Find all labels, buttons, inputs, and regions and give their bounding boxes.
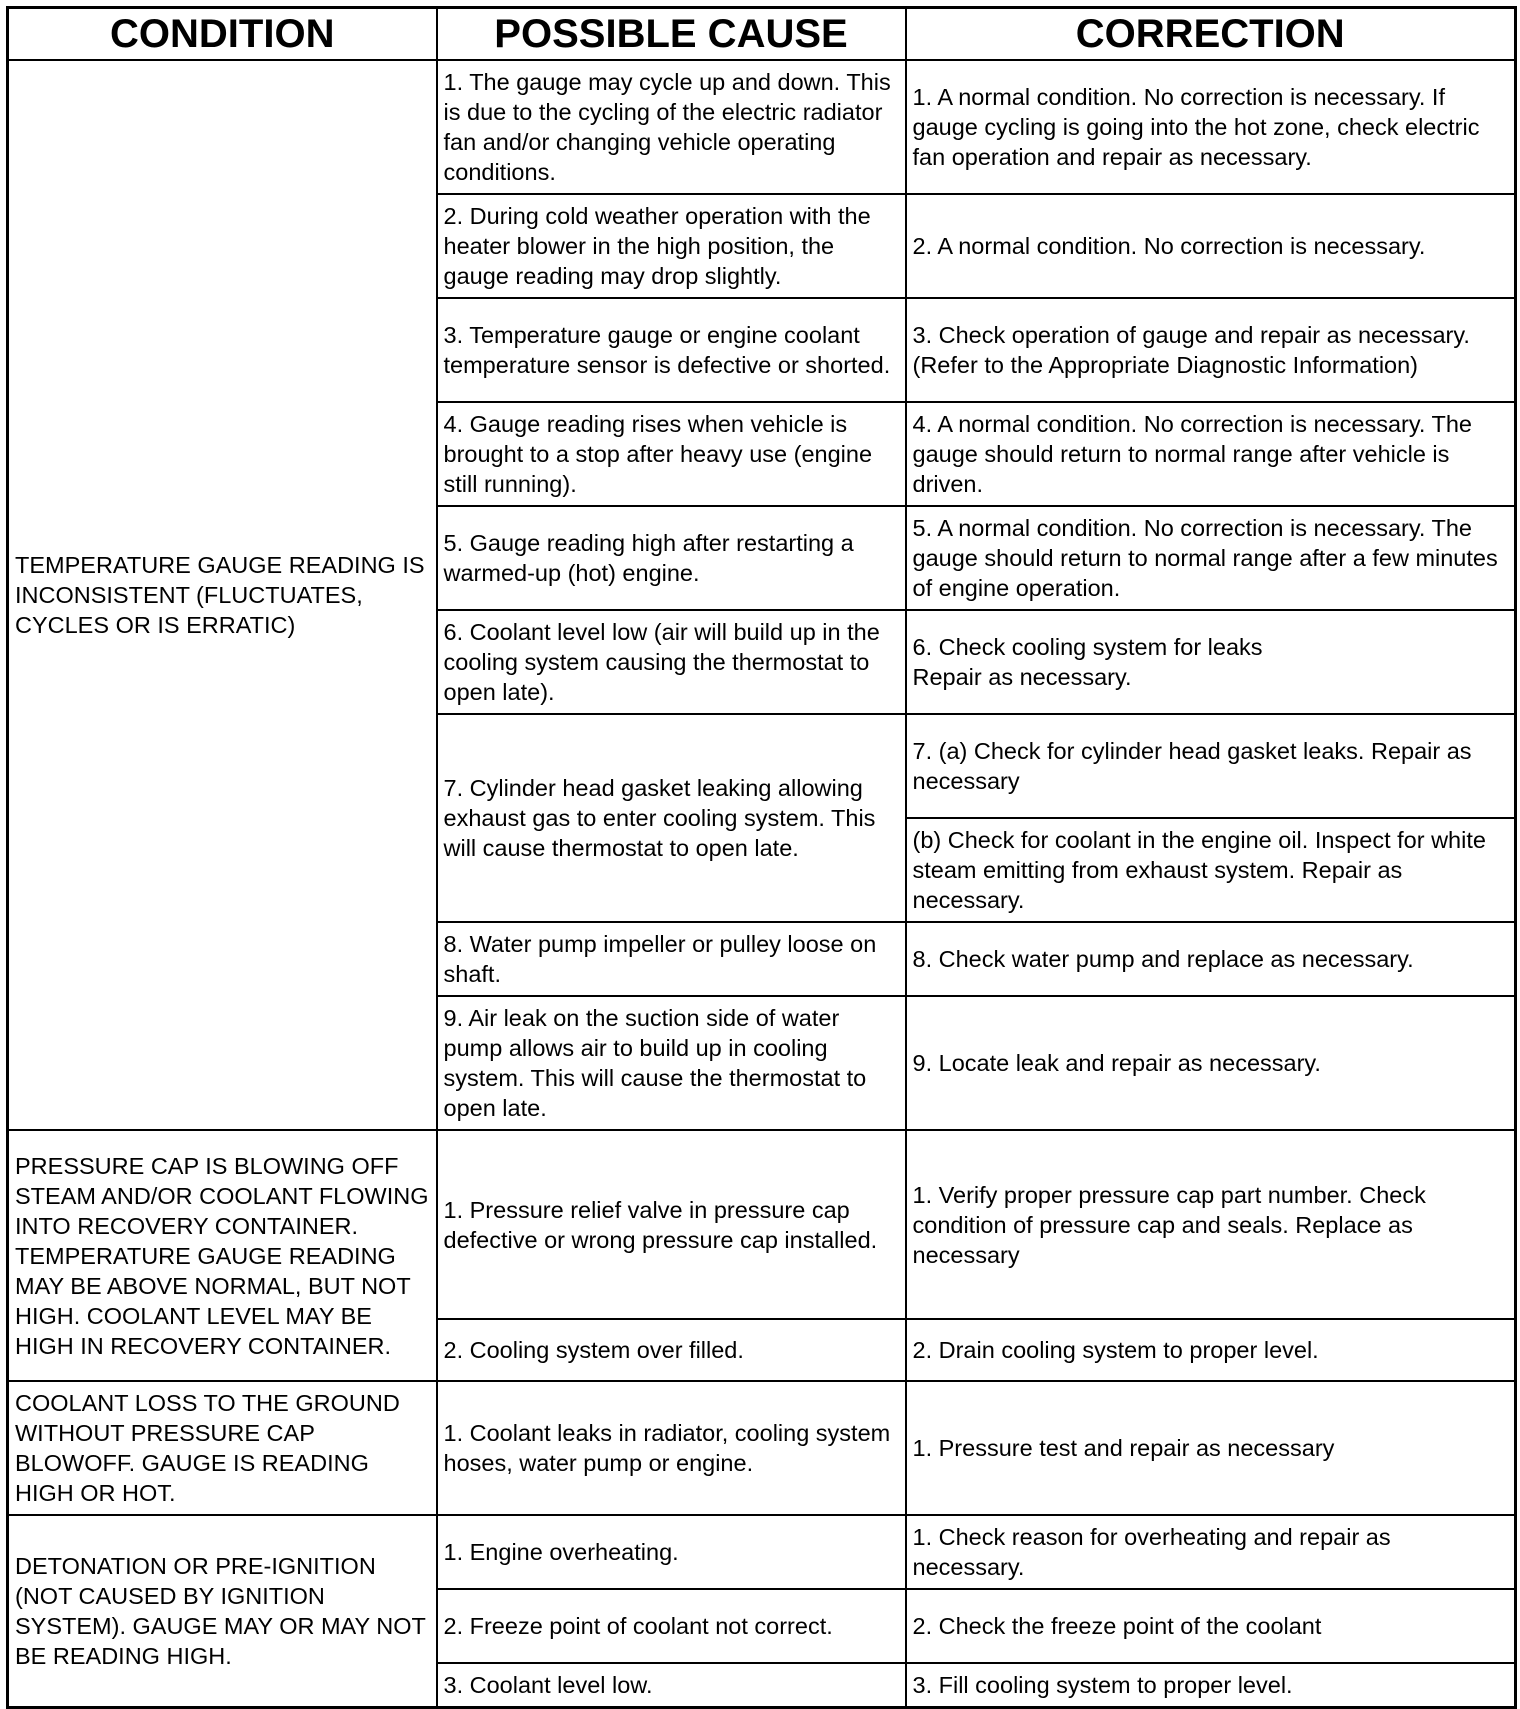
correction-cell: 1. A normal condition. No correction is necessary. If gauge cycling is going into the hot zone, check electric fan operation and repair as necessary. — [906, 60, 1516, 194]
diagnosis-table — [6, 6, 1517, 1709]
table-row — [8, 1130, 1516, 1319]
cause-cell: 3. Temperature gauge or engine coolant temperature sensor is defective or shorted. — [437, 298, 906, 402]
cause-cell: 1. Coolant leaks in radiator, cooling system hoses, water pump or engine. — [437, 1381, 906, 1515]
cause-cell: 6. Coolant level low (air will build up in the cooling system causing the thermostat to open late). — [437, 610, 906, 714]
cause-cell: 1. Engine overheating. — [437, 1515, 906, 1589]
cause-cell: 5. Gauge reading high after restarting a warmed-up (hot) engine. — [437, 506, 906, 610]
correction-cell: 7. (a) Check for cylinder head gasket leaks. Repair as necessary — [906, 714, 1516, 818]
condition-cell: DETONATION OR PRE-IGNITION (NOT CAUSED BY IGNITION SYSTEM). GAUGE MAY OR MAY NOT BE READING HIGH. — [8, 1515, 437, 1708]
correction-cell — [906, 610, 1516, 714]
correction-cell: 1. Pressure test and repair as necessary — [906, 1381, 1516, 1515]
correction-cell: 2. A normal condition. No correction is necessary. — [906, 194, 1516, 298]
cause-cell: 4. Gauge reading rises when vehicle is brought to a stop after heavy use (engine still running). — [437, 402, 906, 506]
correction-cell: 2. Drain cooling system to proper level. — [906, 1319, 1516, 1381]
condition-cell: COOLANT LOSS TO THE GROUND WITHOUT PRESSURE CAP BLOWOFF. GAUGE IS READING HIGH OR HOT. — [8, 1381, 437, 1515]
cause-cell: 8. Water pump impeller or pulley loose on shaft. — [437, 922, 906, 996]
correction-cell: 3. Fill cooling system to proper level. — [906, 1663, 1516, 1708]
correction-cell: (b) Check for coolant in the engine oil. Inspect for white steam emitting from exhaust system. Repair as necessary. — [906, 818, 1516, 922]
cause-cell: 2. Cooling system over filled. — [437, 1319, 906, 1381]
cause-cell: 1. The gauge may cycle up and down. This is due to the cycling of the electric radiator fan and/or changing vehicle operating conditions. — [437, 60, 906, 194]
correction-cell: 4. A normal condition. No correction is necessary. The gauge should return to normal range after vehicle is driven. — [906, 402, 1516, 506]
condition-cell: PRESSURE CAP IS BLOWING OFF STEAM AND/OR COOLANT FLOWING INTO RECOVERY CONTAINER. TEMPERATURE GAUGE READING MAY BE ABOVE NORMAL, BUT NOT HIGH. COOLANT LEVEL MAY BE HIGH IN RECOVERY CONTAINER. — [8, 1130, 437, 1381]
cause-cell: 3. Coolant level low. — [437, 1663, 906, 1708]
header-row — [8, 8, 1516, 61]
correction-line: Repair as necessary. — [912, 664, 1132, 690]
header-possible-cause: POSSIBLE CAUSE — [437, 8, 906, 61]
cause-cell: 7. Cylinder head gasket leaking allowing exhaust gas to enter cooling system. This will cause thermostat to open late. — [437, 714, 906, 922]
table-row — [8, 60, 1516, 194]
correction-cell: 3. Check operation of gauge and repair as necessary. (Refer to the Appropriate Diagnostic Information) — [906, 298, 1516, 402]
cause-cell: 1. Pressure relief valve in pressure cap defective or wrong pressure cap installed. — [437, 1130, 906, 1319]
header-correction: CORRECTION — [906, 8, 1516, 61]
cause-cell: 2. Freeze point of coolant not correct. — [437, 1589, 906, 1663]
correction-cell: 8. Check water pump and replace as necessary. — [906, 922, 1516, 996]
condition-cell: TEMPERATURE GAUGE READING IS INCONSISTENT (FLUCTUATES, CYCLES OR IS ERRATIC) — [8, 60, 437, 1130]
correction-cell: 9. Locate leak and repair as necessary. — [906, 996, 1516, 1130]
cause-cell: 2. During cold weather operation with the heater blower in the high position, the gauge reading may drop slightly. — [437, 194, 906, 298]
correction-cell: 1. Check reason for overheating and repair as necessary. — [906, 1515, 1516, 1589]
cause-cell: 9. Air leak on the suction side of water pump allows air to build up in cooling system. This will cause the thermostat to open late. — [437, 996, 906, 1130]
correction-cell: 5. A normal condition. No correction is necessary. The gauge should return to normal range after a few minutes of engine operation. — [906, 506, 1516, 610]
table-row — [8, 1515, 1516, 1589]
table-row — [8, 1381, 1516, 1515]
header-condition: CONDITION — [8, 8, 437, 61]
correction-cell: 2. Check the freeze point of the coolant — [906, 1589, 1516, 1663]
correction-cell: 1. Verify proper pressure cap part number. Check condition of pressure cap and seals. Replace as necessary — [906, 1130, 1516, 1319]
correction-line: 6. Check cooling system for leaks — [912, 634, 1263, 660]
